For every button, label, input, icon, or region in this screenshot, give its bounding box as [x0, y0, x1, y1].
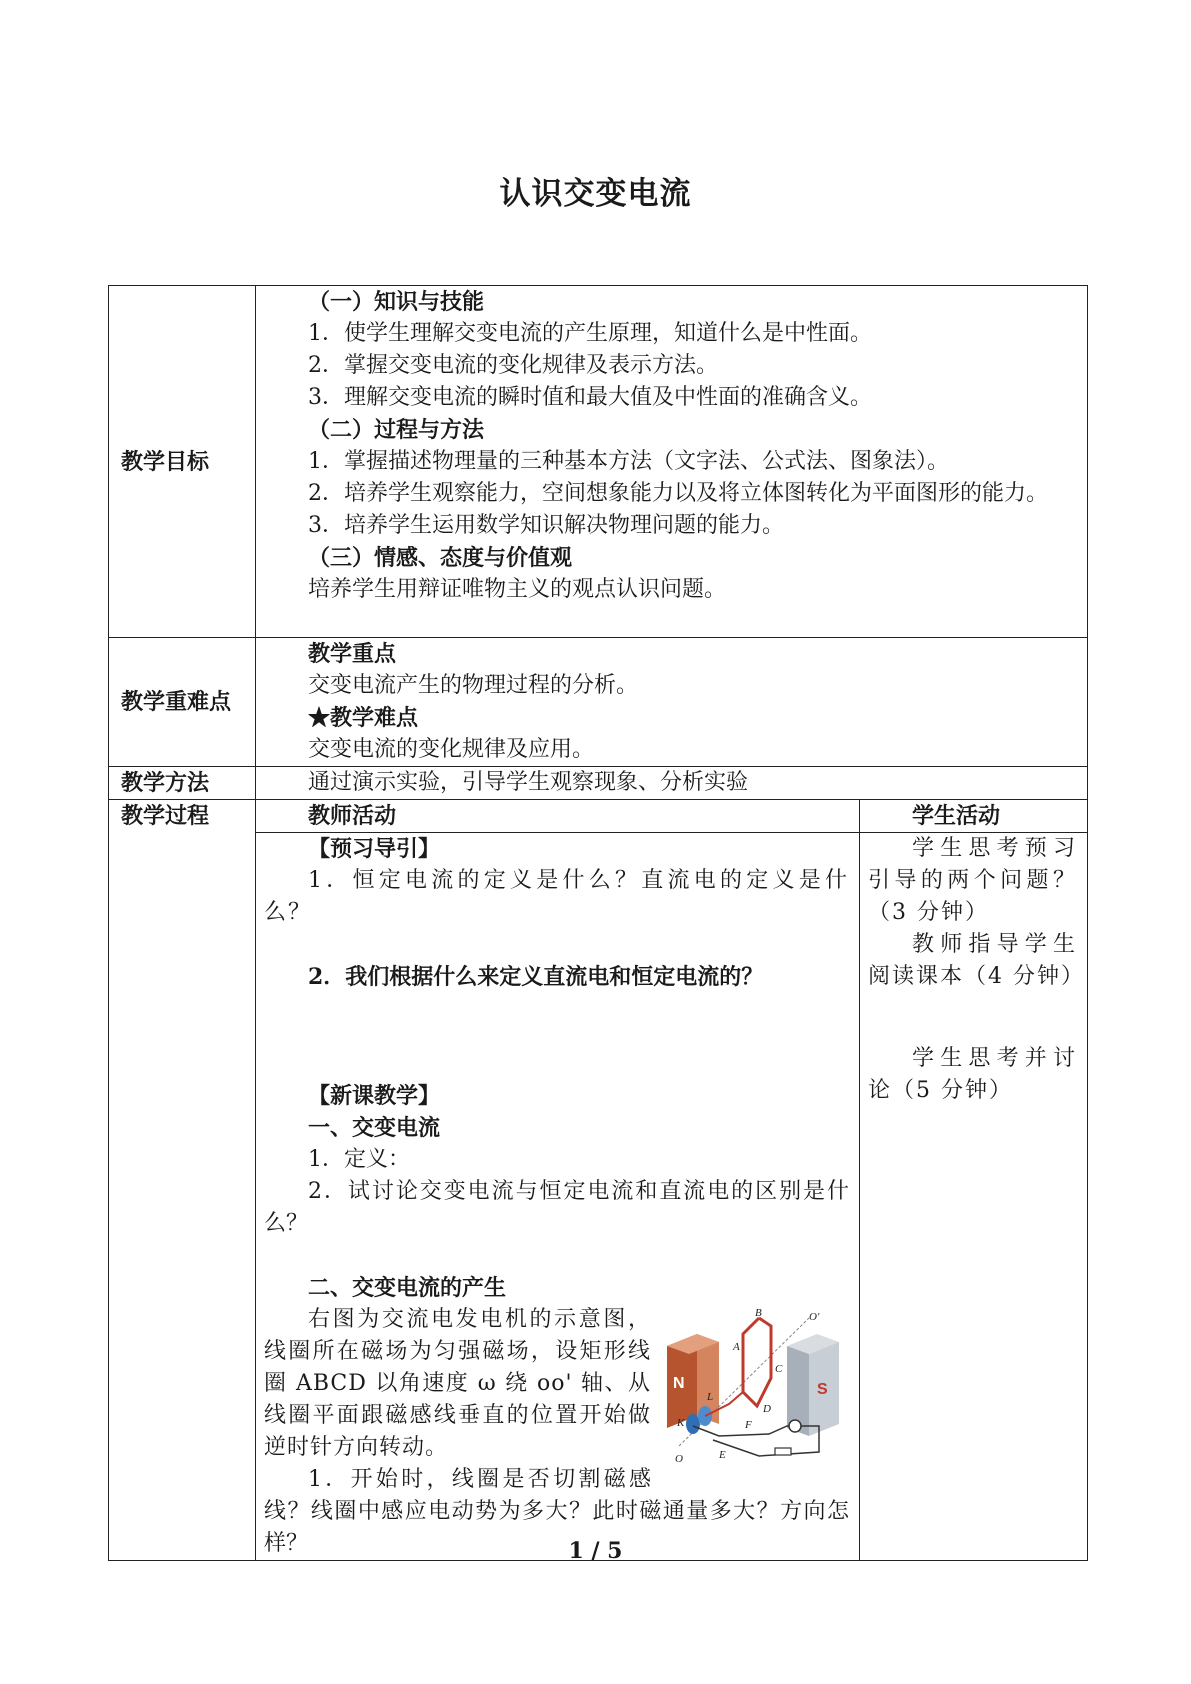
- label-a: A: [733, 1341, 740, 1353]
- galvanometer: [789, 1420, 801, 1432]
- process-content-row: [109, 833, 1088, 1561]
- label-d: D: [763, 1403, 771, 1415]
- student-activity-1: 学生思考预习引导的两个问题？（3 分钟）: [868, 836, 1077, 925]
- method-content: [256, 767, 1088, 800]
- label-l: L: [707, 1391, 714, 1403]
- method-text: 通过演示实验，引导学生观察现象、分析实验: [308, 770, 749, 795]
- objectives-s3-text: 培养学生用辩证唯物主义的观点认识问题。: [308, 577, 727, 602]
- objectives-s1-item: 2．掌握交变电流的变化规律及表示方法。: [308, 353, 718, 378]
- section2-heading: 二、交变电流的产生: [308, 1275, 507, 1301]
- objectives-section1-heading: （一）知识与技能: [308, 289, 485, 315]
- objectives-s2-item: 3．培养学生运用数学知识解决物理问题的能力。: [308, 513, 784, 538]
- slip-ring-k: [686, 1414, 700, 1434]
- preview-heading: 【预习导引】: [308, 836, 441, 862]
- student-activity-header: 学生活动: [912, 803, 1001, 829]
- label-b: B: [755, 1307, 762, 1319]
- label-s: S: [817, 1381, 828, 1398]
- keypoints-content: [256, 638, 1088, 767]
- objectives-section2-heading: （二）过程与方法: [308, 417, 485, 443]
- teacher-activity-header: 教师活动: [308, 803, 397, 829]
- section1-item-1: 1．定义：: [308, 1147, 410, 1172]
- student-activity-header-cell: [860, 800, 1088, 833]
- label-k: K: [677, 1417, 685, 1429]
- student-activity-3: 学生思考并讨论（5 分钟）: [868, 1046, 1077, 1103]
- objectives-s2-item: 1．掌握描述物理量的三种基本方法（文字法、公式法、图象法）。: [308, 449, 949, 474]
- keypoints-label: 教学重难点: [109, 638, 256, 767]
- objectives-s2-item: 2．培养学生观察能力，空间想象能力以及将立体图转化为平面图形的能力。: [308, 481, 1048, 506]
- student-activity-cell: [860, 833, 1088, 1561]
- method-row: [109, 767, 1088, 800]
- objectives-s1-item: 3．理解交变电流的瞬时值和最大值及中性面的准确含义。: [308, 385, 872, 410]
- resistor: [775, 1448, 791, 1455]
- method-label: 教学方法: [109, 767, 256, 800]
- label-o: O: [675, 1453, 683, 1465]
- label-c: C: [775, 1363, 783, 1375]
- teacher-activity-header-cell: [256, 800, 860, 833]
- label-e: E: [719, 1449, 726, 1461]
- label-f: F: [745, 1419, 752, 1431]
- label-n: N: [673, 1375, 685, 1392]
- objectives-label: 教学目标: [109, 286, 256, 638]
- process-header-row: [109, 800, 1088, 833]
- process-label: 教学过程: [109, 800, 256, 1561]
- focus-heading: 教学重点: [308, 641, 397, 667]
- objectives-section3-heading: （三）情感、态度与价值观: [308, 545, 573, 571]
- section2-question-1: 1．开始时，线圈是否切割磁感线？线圈中感应电动势为多大？此时磁通量多大？方向怎样？: [264, 1467, 849, 1556]
- objectives-s1-item: 1．使学生理解交变电流的产生原理，知道什么是中性面。: [308, 321, 872, 346]
- section1-heading: 一、交变电流: [308, 1115, 441, 1141]
- preview-question-1: 1．恒定电流的定义是什么？直流电的定义是什么？: [264, 868, 849, 925]
- teacher-activity-cell: [256, 833, 860, 1561]
- student-activity-2: 教师指导学生阅读课本（4 分钟）: [868, 932, 1085, 989]
- objectives-content: [256, 286, 1088, 638]
- generator-diagram: [659, 1306, 849, 1466]
- keypoints-row: [109, 638, 1088, 767]
- difficulty-heading: ★教学难点: [308, 705, 419, 731]
- section1-item-2: 2．试讨论交变电流与恒定电流和直流电的区别是什么？: [264, 1179, 849, 1236]
- difficulty-text: 交变电流的变化规律及应用。: [308, 737, 595, 762]
- page-number: 1 / 5: [568, 1538, 623, 1564]
- preview-question-2: 2．我们根据什么来定义直流电和恒定电流的？: [308, 964, 764, 990]
- section2-text: 右图为交流电发电机的示意图，线圈所在磁场为匀强磁场，设矩形线圈 ABCD 以角速度 ω 绕 oo' 轴、从线圈平面跟磁感线垂直的位置开始做逆时针方向转动。: [264, 1307, 651, 1460]
- coil-abcd: [743, 1318, 771, 1406]
- focus-text: 交变电流产生的物理过程的分析。: [308, 673, 639, 698]
- label-o-prime: O': [809, 1311, 820, 1323]
- new-lesson-heading: 【新课教学】: [308, 1083, 441, 1109]
- document-title: 认识交变电流: [499, 176, 692, 212]
- objectives-row: [109, 286, 1088, 638]
- lesson-plan-table: [108, 285, 1088, 1561]
